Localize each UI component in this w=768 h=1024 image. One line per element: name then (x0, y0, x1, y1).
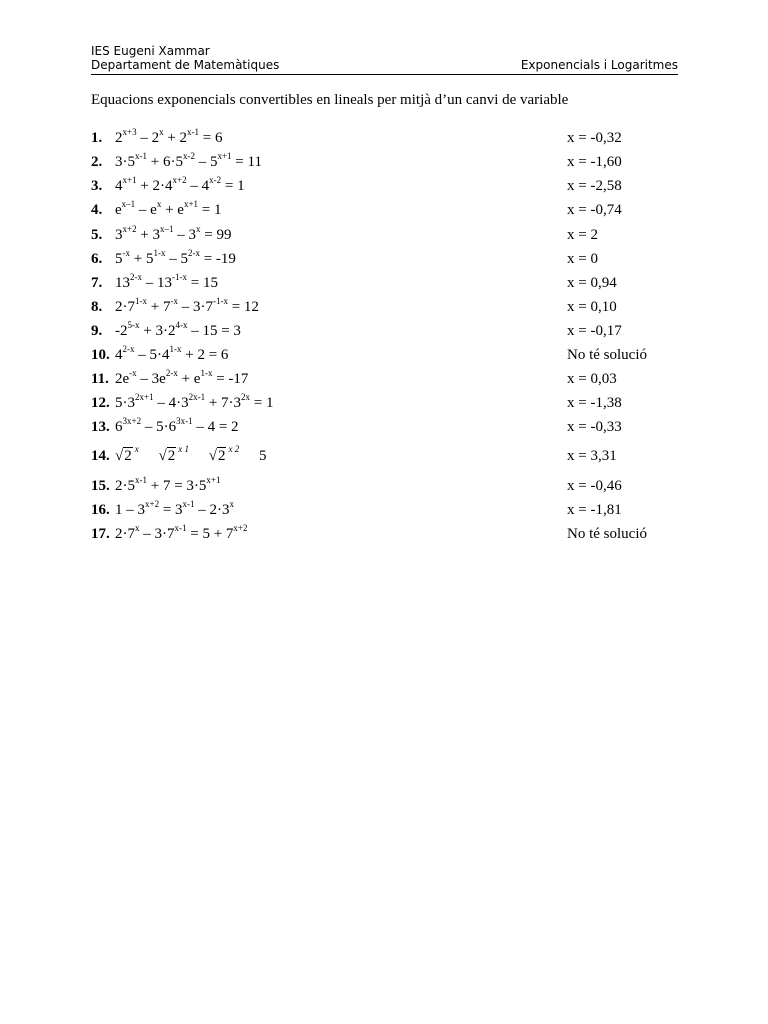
problem-row (91, 296, 678, 321)
problem-row (91, 392, 678, 417)
equation: $13^{2-x} - 13^{-1-x} = 15$ (115, 272, 218, 291)
problem-number: 13. (91, 419, 110, 435)
problem-number: 16. (91, 502, 110, 518)
sqrt-term: √2 $^{x 2}$ (208, 444, 240, 464)
problem-number: 2. (91, 154, 103, 170)
sqrt-term: √2 $^x$ (115, 444, 139, 464)
equation (115, 444, 267, 465)
problem-number: 14. (91, 448, 110, 464)
problem-row (91, 368, 678, 393)
problem-number: 4. (91, 202, 103, 218)
problem-number: 10. (91, 347, 110, 363)
problem-row (91, 224, 678, 249)
solution: x = -0,46 (567, 478, 622, 494)
equation: $2e^{-x} - 3e^{2-x} + e^{1-x} = -17$ (115, 368, 249, 387)
rhs-value: 5 (258, 448, 267, 464)
equation: $5^{-x} + 5^{1-x} - 5^{2-x} = -19$ (115, 248, 236, 267)
solution: x = 0,94 (567, 275, 617, 291)
problem-number: 17. (91, 526, 110, 542)
equation: $e^{x-1} - e^x + e^{x+1} = 1$ (115, 199, 222, 218)
department-name: Departament de Matemàtiques (91, 58, 280, 72)
solution: x = -0,33 (567, 419, 622, 435)
solution: x = 0,10 (567, 299, 617, 315)
problem-number: 9. (91, 323, 103, 339)
equation: $2\cdot 5^{x-1} + 7 = 3\cdot 5^{x+1}$ (115, 475, 221, 494)
equation: $1 - 3^{x+2} = 3^{x-1} - 2\cdot 3^x$ (115, 499, 235, 518)
problem-number: 8. (91, 299, 103, 315)
equation: $2\cdot 7^x - 3\cdot 7^{x-1} = 5 + 7^{x+2}$ (115, 523, 248, 542)
problem-number: 6. (91, 251, 103, 267)
equation: $3\cdot 5^{x-1} + 6\cdot 5^{x-2} - 5^{x+1} = 11$ (115, 151, 262, 170)
solution: x = -0,74 (567, 202, 622, 218)
solution: No té solució (567, 526, 647, 542)
problem-row (91, 475, 678, 500)
problem-row (91, 499, 678, 524)
equation: $2^{x+3} - 2^x + 2^{x-1} = 6$ (115, 127, 223, 146)
problem-row (91, 416, 678, 441)
equation: $4^{2-x} - 5\cdot 4^{1-x} + 2 = 6$ (115, 344, 229, 363)
problem-row (91, 320, 678, 345)
section-title: Equacions exponencials convertibles en lineals per mitjà d’un canvi de variable (91, 92, 569, 108)
solution: x = 0,03 (567, 371, 617, 387)
problem-number: 11. (91, 371, 109, 387)
problem-row (91, 151, 678, 176)
problem-number: 15. (91, 478, 110, 494)
solution: x = -0,17 (567, 323, 622, 339)
equation: $5\cdot 3^{2x+1} - 4\cdot 3^{2x-1} + 7\cdot 3^{2x} = 1$ (115, 392, 274, 411)
subject-name: Exponencials i Logaritmes (520, 58, 678, 72)
problem-row (91, 272, 678, 297)
problem-row (91, 199, 678, 224)
problem-row (91, 444, 678, 470)
solution: x = -1,38 (567, 395, 622, 411)
problem-row (91, 344, 678, 369)
solution: x = 2 (567, 227, 598, 243)
problem-row (91, 248, 678, 273)
solution: No té solució (567, 347, 647, 363)
problem-number: 7. (91, 275, 103, 291)
solution: x = 3,31 (567, 448, 617, 464)
problem-number: 1. (91, 130, 103, 146)
problem-row (91, 523, 678, 548)
problem-row (91, 127, 678, 152)
equation: $-2^{5-x} + 3\cdot 2^{4-x} - 15 = 3$ (115, 320, 241, 339)
equation: $6^{3x+2} - 5\cdot 6^{3x-1} - 4 = 2$ (115, 416, 239, 435)
sqrt-term: √2 $^{x 1}$ (158, 444, 189, 464)
problem-number: 3. (91, 178, 103, 194)
solution: x = -2,58 (567, 178, 622, 194)
school-name: IES Eugeni Xammar (91, 44, 210, 58)
solution: x = 0 (567, 251, 598, 267)
page-header (91, 42, 678, 75)
equation: $4^{x+1} + 2\cdot 4^{x+2} - 4^{x-2} = 1$ (115, 175, 245, 194)
solution: x = -1,81 (567, 502, 622, 518)
problem-number: 5. (91, 227, 103, 243)
equation: $3^{x+2} + 3^{x-1} - 3^x = 99$ (115, 224, 232, 243)
problem-row (91, 175, 678, 200)
equation: $2\cdot 7^{1-x} + 7^{-x} - 3\cdot 7^{-1-x} = 12$ (115, 296, 259, 315)
solution: x = -1,60 (567, 154, 622, 170)
solution: x = -0,32 (567, 130, 622, 146)
problem-number: 12. (91, 395, 110, 411)
